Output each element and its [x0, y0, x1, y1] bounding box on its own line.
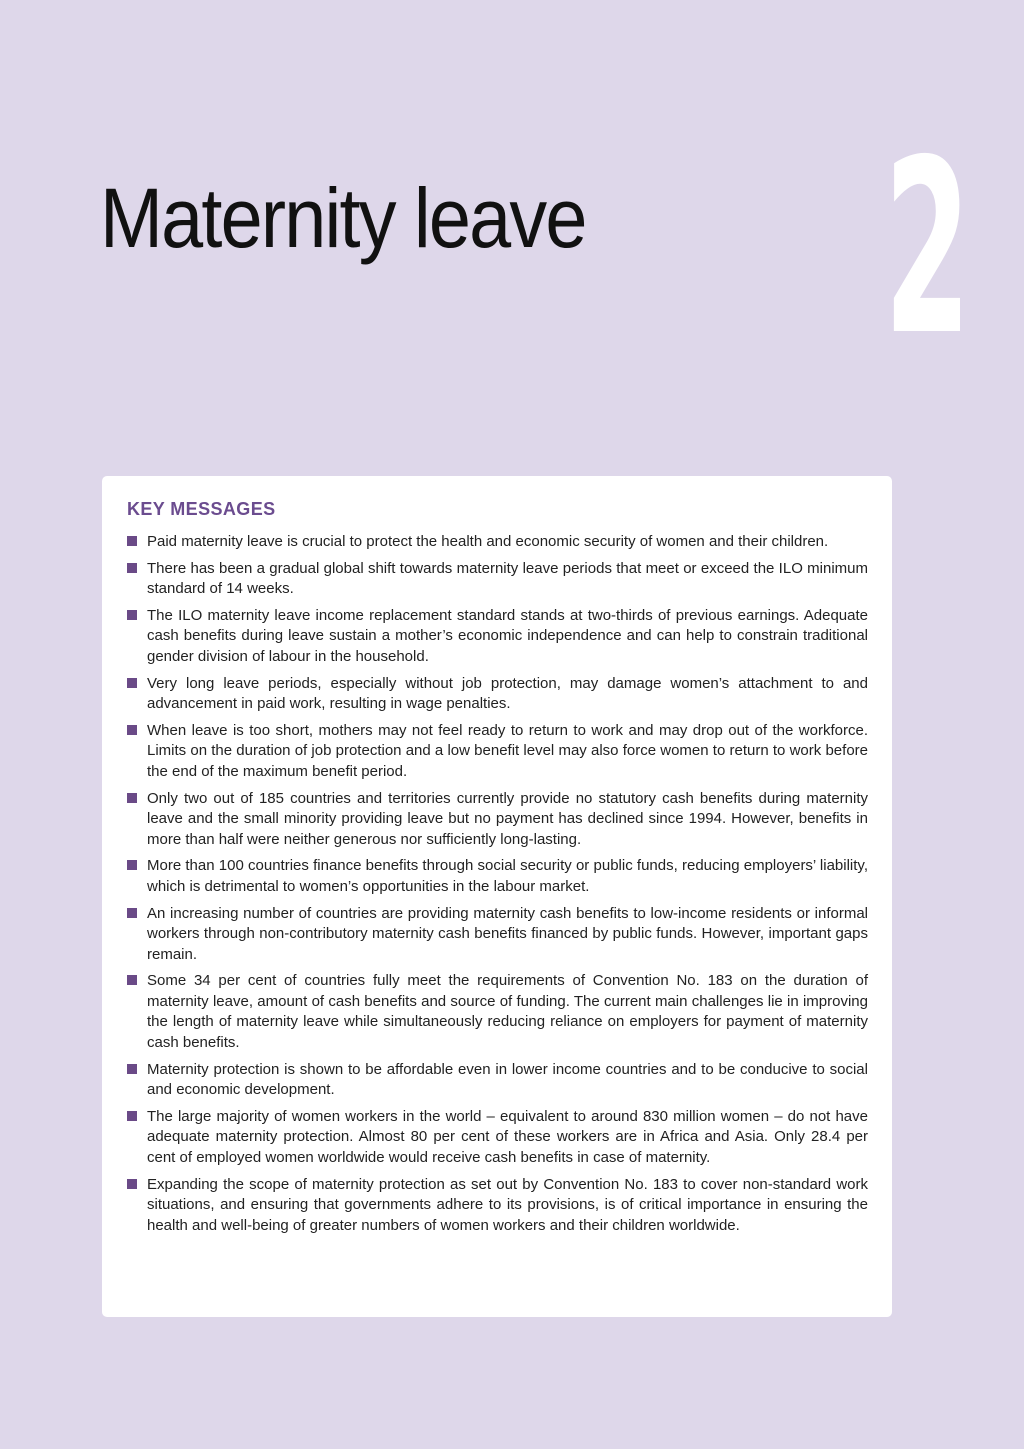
- key-message-text: Some 34 per cent of countries fully meet the requirements of Convention No. 183 on the duration of maternity leave, amount of cash benefits and source of funding. The current main challenges lie in improving the length of maternity leave while simultaneously reducing reliance on employers for payment of maternity cash benefits.: [147, 972, 868, 1052]
- key-message-item: [127, 1107, 868, 1169]
- square-bullet-icon: [127, 860, 137, 870]
- square-bullet-icon: [127, 1111, 137, 1121]
- key-message-item: [127, 674, 868, 715]
- key-message-item: [127, 532, 868, 553]
- chapter-title: Maternity leave: [100, 171, 586, 265]
- key-message-text: There has been a gradual global shift towards maternity leave periods that meet or exceed the ILO minimum standard of 14 weeks.: [147, 559, 868, 598]
- key-message-text: Very long leave periods, especially without job protection, may damage women’s attachment to and advancement in paid work, resulting in wage penalties.: [147, 674, 868, 713]
- square-bullet-icon: [127, 536, 137, 546]
- key-message-text: The large majority of women workers in the world – equivalent to around 830 million women – do not have adequate maternity protection. Almost 80 per cent of these workers are in Africa and Asia. Only 28.4 per cent of employed women worldwide would receive cash benefits in case of maternity.: [147, 1107, 868, 1167]
- key-messages-list: [127, 532, 868, 1236]
- key-messages-heading: KEY MESSAGES: [127, 499, 276, 519]
- key-message-text: More than 100 countries finance benefits through social security or public funds, reducing employers’ liability, which is detrimental to women’s opportunities in the labour market.: [147, 857, 868, 895]
- square-bullet-icon: [127, 908, 137, 918]
- key-message-text: Only two out of 185 countries and territories currently provide no statutory cash benefits during maternity leave and the small minority providing leave but no payment has declined since 1994. However, benefits in more than half were neither generous nor sufficiently long-lasting.: [147, 789, 868, 848]
- key-message-item: [127, 789, 868, 851]
- key-message-item: [127, 971, 868, 1053]
- key-message-text: Maternity protection is shown to be affordable even in lower income countries and to be conducive to social and economic development.: [147, 1060, 868, 1099]
- key-message-item: [127, 904, 868, 966]
- key-message-item: [127, 856, 868, 897]
- square-bullet-icon: [127, 975, 137, 985]
- square-bullet-icon: [127, 1064, 137, 1074]
- key-message-text: Expanding the scope of maternity protection as set out by Convention No. 183 to cover non-standard work situations, and ensuring that governments adhere to its provisions, is of critical importance in ensuring the health and well-being of greater numbers of women workers and their children worldwide.: [147, 1175, 868, 1234]
- square-bullet-icon: [127, 793, 137, 803]
- key-message-item: [127, 1060, 868, 1101]
- square-bullet-icon: [127, 563, 137, 573]
- square-bullet-icon: [127, 1179, 137, 1189]
- square-bullet-icon: [127, 610, 137, 620]
- key-message-item: [127, 606, 868, 668]
- key-message-text: Paid maternity leave is crucial to protect the health and economic security of women and their children.: [147, 533, 829, 550]
- key-message-text: An increasing number of countries are providing maternity cash benefits to low-income residents or informal workers through non-contributory maternity cash benefits financed by public funds. However, important gaps remain.: [147, 904, 868, 963]
- key-message-text: When leave is too short, mothers may not feel ready to return to work and may drop out of the workforce. Limits on the duration of job protection and a low benefit level may also force women to return to work before the end of the maximum benefit period.: [147, 721, 868, 780]
- key-message-text: The ILO maternity leave income replacement standard stands at two-thirds of previous earnings. Adequate cash benefits during leave sustain a mother’s economic independence and can help to constrain traditional gender division of labour in the household.: [147, 606, 868, 665]
- key-message-item: [127, 1175, 868, 1237]
- key-messages-box: [102, 476, 892, 1317]
- square-bullet-icon: [127, 725, 137, 735]
- square-bullet-icon: [127, 678, 137, 688]
- key-message-item: [127, 721, 868, 783]
- chapter-number: 2: [884, 108, 971, 388]
- key-message-item: [127, 559, 868, 600]
